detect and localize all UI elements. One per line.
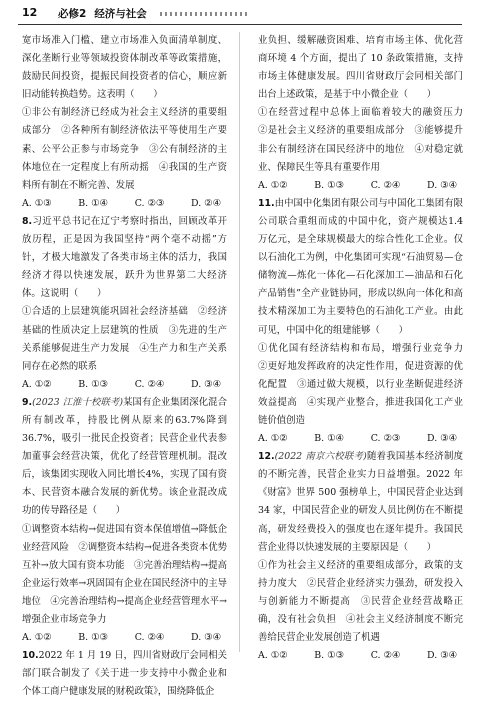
source-tag: (2022 南京六校联考) [274,451,367,463]
subject-label: 经济与社会 [94,8,147,20]
option: A. ①② [258,650,288,662]
question-number: 9. [22,396,33,408]
option: B. ①③ [314,179,344,191]
q9-stem: 某国有企业集团深化混合所有制改革，持股比例从原来的63.7%降到36.7%，吸引一批民企投资者；民营企业代表参加董事会经营决策，优化了经营管理机制。混改后，该集团实现收入同比增长4%，实现了国有资本、民营资本融合发展的新优势。该企业混改成功的传导路径是（ ） [22,396,227,517]
option: A. ①② [258,433,288,445]
option: A. ①③ [22,197,52,209]
option: A. ①② [258,179,288,191]
question-number: 10. [22,650,39,662]
q9-options [22,629,227,647]
question-10 [22,647,227,701]
option: C. ②④ [134,378,165,390]
header-decoration [160,12,250,16]
q12-options [258,647,463,665]
option: C. ②④ [134,632,165,644]
q8-stem: 习近平总书记在辽宁考察时指出，回顾改革开放历程，正是因为我国坚持“两个毫不动摇”方针，才极大地激发了各类市场主体的活力，我国经济才得以快速发展，跃升为世界第二大经济体。这说明（ ） [22,215,227,300]
q12-stem: 随着我国基本经济制度的不断完善，民营企业实力日益增强。2022 年《财富》世界 500 强榜单上，中国民营企业达到 34 家，中国民营企业的研发人员比例仿在不断提高，研发经费投入的强度也在逐年提升。我国民营企业得以快速发展的主要原因是（ ） [258,451,463,553]
option: C. ②④ [370,179,401,191]
option: D. ③④ [427,433,457,445]
option: B. ①③ [78,632,108,644]
q8-statements: ①合适的上层建筑能巩固社会经济基础 ②经济基础的性质决定上层建筑的性质 ③先进的生产关系能够促进生产力发展 ④生产力和生产关系同存在必然的联系 [22,306,227,372]
option: D. ③④ [427,650,457,662]
option: B. ①③ [314,650,344,662]
right-column [258,32,473,665]
q11-stem: 由中国中化集团有限公司与中国化工集团有限公司联合重组而成的中国中化，资产规模达1.4 万亿元，是全球规模最大的综合性化工企业。仅以石油化工为例，中化集团可实现“石油贸易—仓储物流—炼化一体化—石化深加工—油品和石化产品销售”全产业链协同，形成以纵向一体化和高技术精深加工为主要特色的石油化工产业。由此可见，中国中化的组建能够（ ） [258,197,463,336]
option: D. ③④ [427,179,457,191]
q11-statements: ①优化国有经济结构和布局，增强行业竞争力 ②更好地发挥政府的决定性作用，促进资源的优化配置 ③通过做大规模，以行业垄断促进经济效益提高 ④实现产业整合，推进我国化工产业链价值创造 [258,342,473,426]
option: B. ①③ [78,378,108,390]
q10-options [258,177,463,195]
option: D. ③④ [191,378,221,390]
page-number: 12 [22,6,38,19]
q10-statements: ①在经营过程中总体上面临着较大的融资压力 ②是社会主义经济的重要组成部分 ③能够提升非公有制经济在国民经济中的地位 ④对稳定就业、保障民生等具有重要作用 [258,107,473,173]
question-number: 11. [258,197,275,209]
question-12 [258,448,463,557]
q8-options [22,376,227,394]
q10-stem-continued: 业负担、缓解融资困难、培育市场主体、优化营商环境 4 个方面，提出了 10 条政策措施，支持市场主体健康发展。四川省财政厅会同相关部门出台上述政策，是基于中小微企业（ ） [258,35,463,101]
question-number: 8. [22,215,33,227]
q11-options [258,430,463,448]
q7-statements: ①非公有制经济已经成为社会主义经济的重要组成部分 ②各种所有制经济依法平等使用生产要素、公平公正参与市场竞争 ③公有制经济的主体地位在一定程度上有所动摇 ④我国的生产资料所有制在不断完善、发展 [22,107,227,191]
source-tag: (2023 江淮十校联考) [32,396,124,408]
option: C. ②④ [370,650,401,662]
question-number: 12. [258,451,275,463]
option: D. ③④ [191,632,221,644]
option: C. ②③ [370,433,401,445]
header-rule [18,24,462,25]
q7-options [22,195,227,213]
q10-stem: 2022 年 1 月 19 日，四川省财政厅会同相关部门联合制发了《关于进一步支持中小微企业和个体工商户健康发展的财税政策》，围绕降低企 [22,650,227,698]
column-divider [239,32,240,652]
page-header [0,0,480,26]
option: A. ①② [22,632,52,644]
q7-stem-continued: 宽市场准入门槛、建立市场准入负面清单制度、深化垄断行业等领域投资体制改革等政策措施，鼓励民间投资，提振民间投资者的信心，顺应新旧动能转换趋势。这表明（ ） [22,35,227,101]
option: B. ①④ [78,197,108,209]
option: D. ②④ [191,197,221,209]
option: A. ①② [22,378,52,390]
question-9 [22,394,227,521]
running-title [58,6,155,21]
option: C. ②③ [134,197,165,209]
left-column [22,32,227,701]
option: B. ①④ [314,433,344,445]
question-8 [22,213,227,303]
question-11 [258,195,463,340]
q12-statements: ①作为社会主义经济的重要组成部分，政策的支持力度大 ②民营企业经济实力强劲，研发投入与创新能力不断提高 ③民营企业经营战略正确，没有社会负担 ④社会主义经济制度不断完善给民营企业发展创造了机遇 [258,559,463,644]
q9-statements: ①调整资本结构→促进国有资本保值增值→降低企业经营风险 ②调整资本结构→促进各类资本优势互补→放大国有资本功能 ③完善治理结构→提高企业运行效率→巩固国有企业在国民经济中的主导地位 ④完善治理结构→提高企业经营管理水平→增强企业市场竞争力 [22,523,227,625]
book-label: 必修2 [58,8,87,20]
